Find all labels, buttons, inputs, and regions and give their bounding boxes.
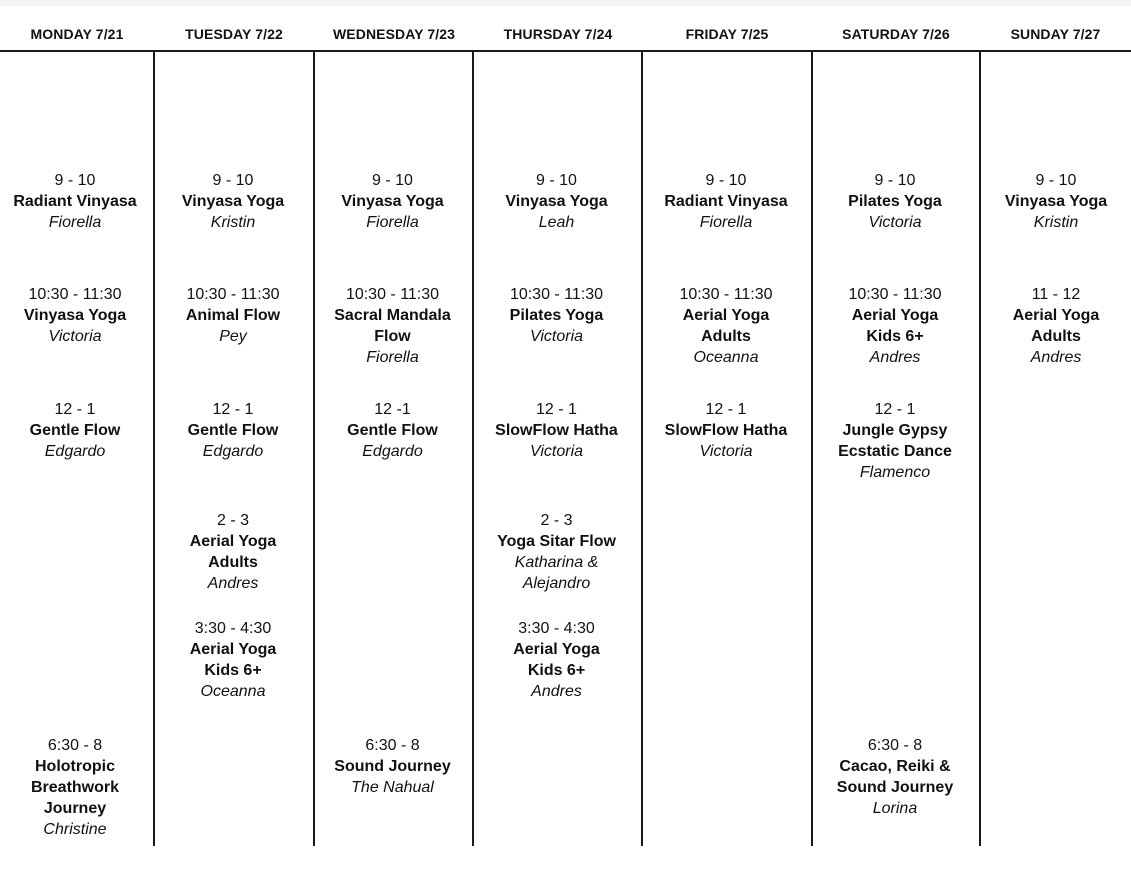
class-time: 10:30 - 11:30 (679, 286, 773, 303)
class-time: 3:30 - 4:30 (194, 620, 272, 637)
class-instructor: Edgardo (202, 443, 264, 460)
class-instructor: Victoria (699, 443, 753, 460)
day-header-tuesday: TUESDAY 7/22 (185, 26, 283, 42)
class-time: 12 - 1 (874, 401, 916, 418)
class-instructor: Pey (219, 328, 247, 345)
class-slot (494, 618, 619, 702)
class-instructor: The Nahual (351, 779, 434, 796)
class-instructor: Andres (869, 349, 921, 366)
class-slot (175, 618, 291, 702)
class-name: Aerial Yoga Adults (189, 533, 277, 571)
class-instructor: Oceanna (693, 349, 759, 366)
class-instructor: Victoria (48, 328, 102, 345)
class-name: Vinyasa Yoga (1004, 193, 1108, 210)
class-slot (835, 284, 955, 368)
class-slot (981, 170, 1131, 233)
class-time: 6:30 - 8 (867, 737, 923, 754)
day-header-sunday: SUNDAY 7/27 (1010, 26, 1101, 42)
class-name: Vinyasa Yoga (505, 193, 608, 210)
class-time: 6:30 - 8 (47, 737, 103, 754)
class-name: Vinyasa Yoga (341, 193, 444, 210)
class-slot (155, 284, 311, 347)
class-time: 9 - 10 (54, 172, 96, 189)
class-slot (643, 399, 809, 462)
class-instructor: Fiorella (699, 214, 753, 231)
class-slot (315, 170, 470, 233)
class-slot (474, 284, 639, 347)
class-instructor: Flamenco (859, 464, 931, 481)
class-name: Yoga Sitar Flow (497, 533, 616, 550)
day-header-friday: FRIDAY 7/25 (685, 26, 769, 42)
class-instructor: Leah (538, 214, 575, 231)
class-slot (20, 735, 130, 840)
class-slot (155, 170, 311, 233)
day-header-thursday: THURSDAY 7/24 (503, 26, 613, 42)
class-instructor: Andres (207, 575, 259, 592)
class-instructor: Fiorella (366, 349, 419, 366)
class-name: Aerial Yoga Adults (1012, 307, 1100, 345)
class-name: Cacao, Reiki & Sound Journey (836, 758, 954, 796)
class-instructor: Lorina (872, 800, 918, 817)
class-instructor: Victoria (868, 214, 922, 231)
class-time: 10:30 - 11:30 (509, 286, 604, 303)
class-time: 6:30 - 8 (365, 737, 420, 754)
class-name: Vinyasa Yoga (181, 193, 285, 210)
class-time: 2 - 3 (216, 512, 249, 529)
class-instructor: Victoria (529, 443, 584, 460)
class-instructor: Andres (531, 683, 582, 700)
class-instructor: Edgardo (362, 443, 423, 460)
class-name: Holotropic Breathwork Journey (30, 758, 120, 817)
class-time: 12 -1 (374, 401, 411, 418)
class-time: 10:30 - 11:30 (186, 286, 280, 303)
class-instructor: Oceanna (200, 683, 266, 700)
class-slot (0, 284, 150, 347)
class-instructor: Fiorella (366, 214, 419, 231)
class-name: Vinyasa Yoga (23, 307, 127, 324)
header-divider (0, 50, 1131, 52)
class-time: 9 - 10 (372, 172, 413, 189)
class-name: Sacral Mandala Flow (334, 307, 451, 345)
class-slot (474, 399, 639, 462)
class-time: 10:30 - 11:30 (345, 286, 440, 303)
class-instructor: Andres (1030, 349, 1082, 366)
day-header-wednesday: WEDNESDAY 7/23 (332, 26, 455, 42)
class-name: Sound Journey (334, 758, 451, 775)
class-name: SlowFlow Hatha (495, 422, 618, 439)
class-name: Pilates Yoga (509, 307, 604, 324)
class-slot (315, 399, 470, 462)
class-name: Radiant Vinyasa (13, 193, 137, 210)
class-instructor: Christine (43, 821, 107, 838)
class-time: 12 - 1 (54, 401, 96, 418)
class-slot (494, 510, 619, 594)
class-slot (823, 735, 967, 819)
class-time: 12 - 1 (536, 401, 577, 418)
class-name: Gentle Flow (29, 422, 121, 439)
class-time: 9 - 10 (1035, 172, 1077, 189)
class-instructor: Katharina & Alejandro (514, 554, 599, 592)
class-name: Radiant Vinyasa (664, 193, 788, 210)
class-name: Animal Flow (185, 307, 281, 324)
class-time: 12 - 1 (705, 401, 747, 418)
class-instructor: Edgardo (44, 443, 106, 460)
class-slot (0, 399, 150, 462)
class-name: Gentle Flow (347, 422, 438, 439)
class-time: 2 - 3 (540, 512, 573, 529)
class-slot (643, 170, 809, 233)
class-name: Aerial Yoga Kids 6+ (851, 307, 939, 345)
class-instructor: Fiorella (48, 214, 102, 231)
top-band (0, 0, 1131, 6)
class-slot (666, 284, 786, 368)
class-time: 10:30 - 11:30 (848, 286, 942, 303)
class-time: 9 - 10 (705, 172, 747, 189)
class-time: 9 - 10 (212, 172, 254, 189)
class-instructor: Victoria (529, 328, 584, 345)
class-time: 11 - 12 (1031, 286, 1081, 303)
class-time: 9 - 10 (536, 172, 577, 189)
day-header-row (0, 26, 1131, 50)
class-time: 10:30 - 11:30 (28, 286, 122, 303)
class-slot (823, 399, 967, 483)
class-slot (175, 510, 291, 594)
class-slot (0, 170, 150, 233)
class-instructor: Kristin (1033, 214, 1079, 231)
class-time: 12 - 1 (212, 401, 254, 418)
class-slot (155, 399, 311, 462)
class-instructor: Kristin (210, 214, 256, 231)
class-name: Aerial Yoga Kids 6+ (189, 641, 277, 679)
class-slot (474, 170, 639, 233)
class-slot (1001, 284, 1111, 368)
class-name: Aerial Yoga Kids 6+ (513, 641, 600, 679)
class-slot (813, 170, 977, 233)
day-header-saturday: SATURDAY 7/26 (842, 26, 950, 42)
class-name: Gentle Flow (187, 422, 279, 439)
class-slot (315, 735, 470, 798)
class-time: 9 - 10 (874, 172, 916, 189)
day-header-monday: MONDAY 7/21 (30, 26, 124, 42)
class-slot (315, 284, 470, 368)
class-name: Jungle Gypsy Ecstatic Dance (838, 422, 952, 460)
class-name: Aerial Yoga Adults (682, 307, 770, 345)
class-name: SlowFlow Hatha (664, 422, 788, 439)
class-name: Pilates Yoga (848, 193, 942, 210)
class-time: 3:30 - 4:30 (518, 620, 595, 637)
